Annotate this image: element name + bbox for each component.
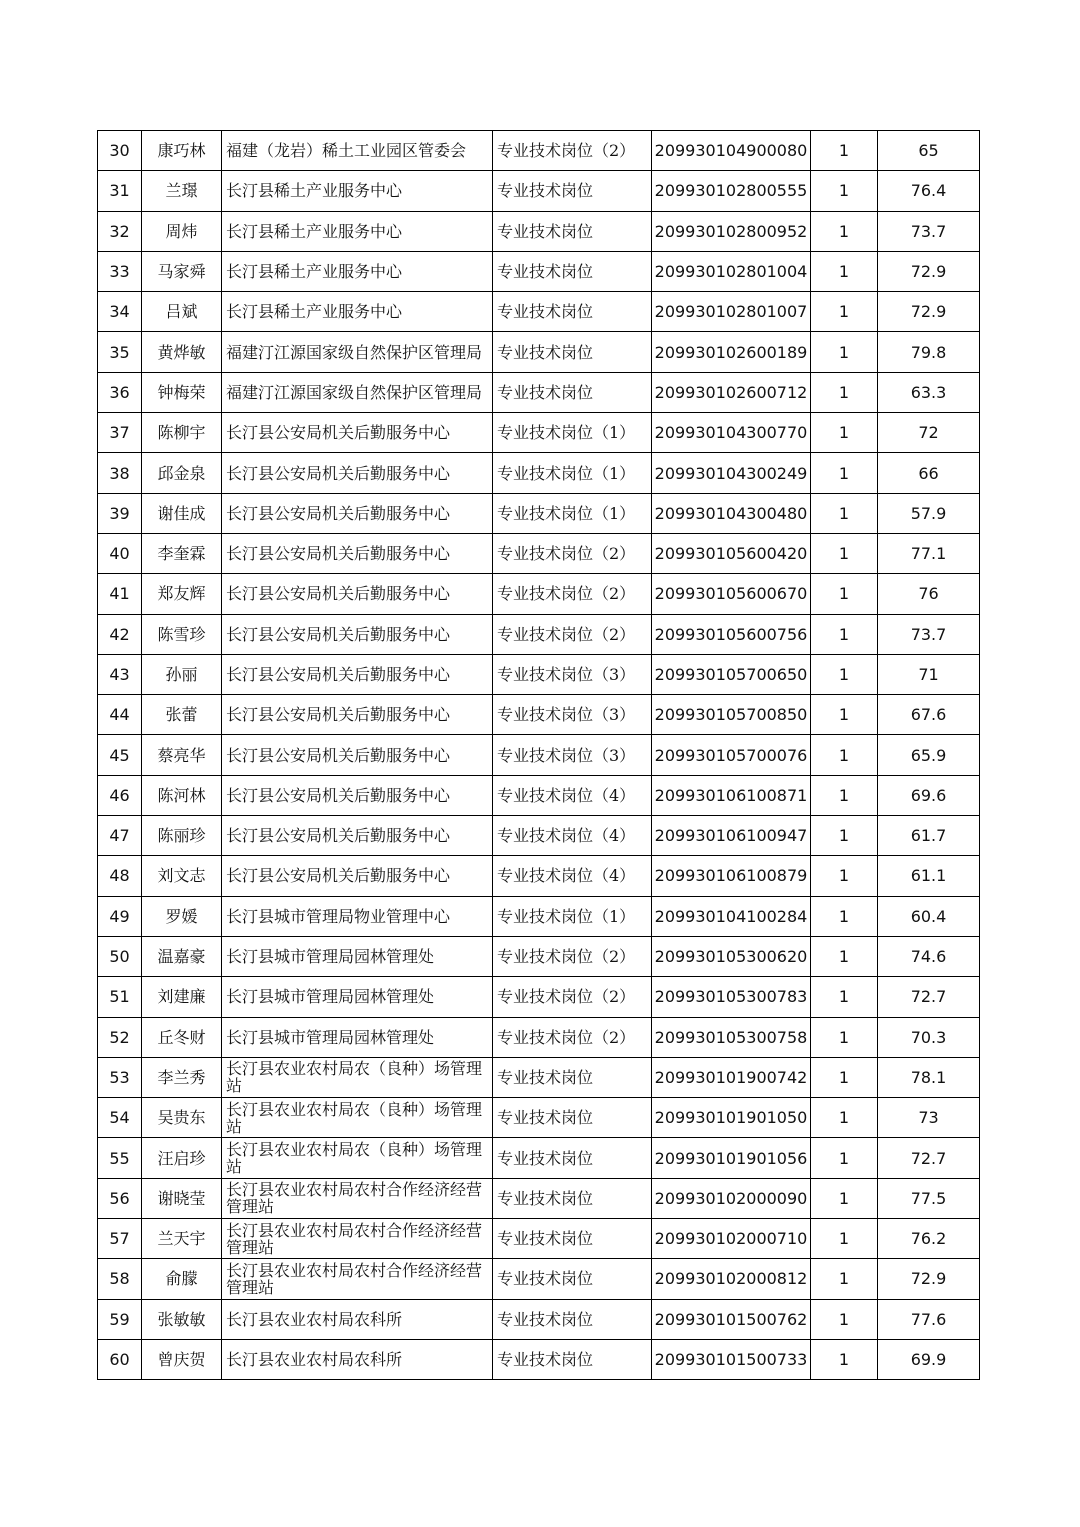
table-row <box>98 614 980 654</box>
exam-id-cell: 209930104300480 <box>652 493 811 533</box>
row-number-cell: 36 <box>98 372 142 412</box>
person-name-cell: 汪启珍 <box>142 1138 222 1178</box>
table-row <box>98 775 980 815</box>
hiring-count-cell: 1 <box>811 1057 878 1097</box>
hiring-count-cell: 1 <box>811 372 878 412</box>
employer-unit-cell: 长汀县稀土产业服务中心 <box>222 211 493 251</box>
hiring-count-cell: 1 <box>811 332 878 372</box>
exam-score-cell: 76 <box>878 574 980 614</box>
person-name-cell: 丘冬财 <box>142 1017 222 1057</box>
person-name-cell: 陈丽珍 <box>142 816 222 856</box>
position-name-cell: 专业技术岗位（2） <box>493 131 652 171</box>
position-name-cell: 专业技术岗位 <box>493 292 652 332</box>
exam-score-cell: 65.9 <box>878 735 980 775</box>
employer-unit-cell: 福建汀江源国家级自然保护区管理局 <box>222 372 493 412</box>
hiring-count-cell: 1 <box>811 533 878 573</box>
exam-score-cell: 61.7 <box>878 816 980 856</box>
table-row <box>98 1098 980 1138</box>
person-name-cell: 李奎霖 <box>142 533 222 573</box>
table-row <box>98 1138 980 1178</box>
row-number-cell: 41 <box>98 574 142 614</box>
hiring-count-cell: 1 <box>811 1219 878 1259</box>
table-row <box>98 171 980 211</box>
position-name-cell: 专业技术岗位（2） <box>493 614 652 654</box>
exam-score-cell: 72 <box>878 413 980 453</box>
row-number-cell: 33 <box>98 251 142 291</box>
exam-score-cell: 69.6 <box>878 775 980 815</box>
position-name-cell: 专业技术岗位 <box>493 251 652 291</box>
exam-id-cell: 209930102000090 <box>652 1178 811 1218</box>
exam-id-cell: 209930105300783 <box>652 977 811 1017</box>
hiring-count-cell: 1 <box>811 251 878 291</box>
row-number-cell: 32 <box>98 211 142 251</box>
person-name-cell: 邱金泉 <box>142 453 222 493</box>
person-name-cell: 康巧林 <box>142 131 222 171</box>
employer-unit-cell: 长汀县农业农村局农（良种）场管理站 <box>222 1098 493 1138</box>
exam-score-cell: 79.8 <box>878 332 980 372</box>
exam-score-cell: 57.9 <box>878 493 980 533</box>
position-name-cell: 专业技术岗位 <box>493 211 652 251</box>
employer-unit-cell: 长汀县公安局机关后勤服务中心 <box>222 574 493 614</box>
person-name-cell: 孙丽 <box>142 654 222 694</box>
employer-unit-cell: 长汀县稀土产业服务中心 <box>222 292 493 332</box>
row-number-cell: 55 <box>98 1138 142 1178</box>
row-number-cell: 43 <box>98 654 142 694</box>
exam-id-cell: 209930102800555 <box>652 171 811 211</box>
employer-unit-cell: 长汀县城市管理局园林管理处 <box>222 936 493 976</box>
position-name-cell: 专业技术岗位（2） <box>493 977 652 1017</box>
hiring-count-cell: 1 <box>811 977 878 1017</box>
row-number-cell: 47 <box>98 816 142 856</box>
exam-id-cell: 209930105700850 <box>652 695 811 735</box>
exam-id-cell: 209930101500762 <box>652 1299 811 1339</box>
position-name-cell: 专业技术岗位（3） <box>493 654 652 694</box>
person-name-cell: 郑友辉 <box>142 574 222 614</box>
person-name-cell: 吕斌 <box>142 292 222 332</box>
employer-unit-cell: 长汀县公安局机关后勤服务中心 <box>222 735 493 775</box>
employer-unit-cell: 长汀县农业农村局农村合作经济经营管理站 <box>222 1259 493 1299</box>
table-row <box>98 1299 980 1339</box>
hiring-count-cell: 1 <box>811 896 878 936</box>
hiring-count-cell: 1 <box>811 695 878 735</box>
person-name-cell: 钟梅荣 <box>142 372 222 412</box>
exam-id-cell: 209930101901050 <box>652 1098 811 1138</box>
exam-id-cell: 209930105600670 <box>652 574 811 614</box>
exam-score-cell: 60.4 <box>878 896 980 936</box>
table-row <box>98 574 980 614</box>
exam-score-cell: 70.3 <box>878 1017 980 1057</box>
position-name-cell: 专业技术岗位（4） <box>493 856 652 896</box>
exam-score-cell: 77.5 <box>878 1178 980 1218</box>
person-name-cell: 兰璟 <box>142 171 222 211</box>
position-name-cell: 专业技术岗位（2） <box>493 1017 652 1057</box>
exam-score-cell: 65 <box>878 131 980 171</box>
person-name-cell: 黄烨敏 <box>142 332 222 372</box>
employer-unit-cell: 长汀县农业农村局农村合作经济经营管理站 <box>222 1178 493 1218</box>
exam-score-cell: 66 <box>878 453 980 493</box>
person-name-cell: 兰天宇 <box>142 1219 222 1259</box>
table-row <box>98 533 980 573</box>
employer-unit-cell: 长汀县公安局机关后勤服务中心 <box>222 453 493 493</box>
exam-score-cell: 77.1 <box>878 533 980 573</box>
hiring-count-cell: 1 <box>811 493 878 533</box>
results-table <box>97 130 980 1380</box>
exam-id-cell: 209930105700076 <box>652 735 811 775</box>
hiring-count-cell: 1 <box>811 816 878 856</box>
hiring-count-cell: 1 <box>811 131 878 171</box>
person-name-cell: 曾庆贺 <box>142 1339 222 1379</box>
row-number-cell: 46 <box>98 775 142 815</box>
hiring-count-cell: 1 <box>811 171 878 211</box>
position-name-cell: 专业技术岗位 <box>493 332 652 372</box>
position-name-cell: 专业技术岗位 <box>493 1098 652 1138</box>
exam-id-cell: 209930106100879 <box>652 856 811 896</box>
table-row <box>98 1178 980 1218</box>
exam-id-cell: 209930104300770 <box>652 413 811 453</box>
row-number-cell: 48 <box>98 856 142 896</box>
person-name-cell: 李兰秀 <box>142 1057 222 1097</box>
table-row <box>98 1057 980 1097</box>
employer-unit-cell: 长汀县公安局机关后勤服务中心 <box>222 533 493 573</box>
position-name-cell: 专业技术岗位（1） <box>493 896 652 936</box>
employer-unit-cell: 长汀县城市管理局园林管理处 <box>222 1017 493 1057</box>
row-number-cell: 49 <box>98 896 142 936</box>
row-number-cell: 34 <box>98 292 142 332</box>
person-name-cell: 周炜 <box>142 211 222 251</box>
position-name-cell: 专业技术岗位（3） <box>493 695 652 735</box>
exam-score-cell: 74.6 <box>878 936 980 976</box>
table-row <box>98 977 980 1017</box>
position-name-cell: 专业技术岗位 <box>493 1219 652 1259</box>
person-name-cell: 吴贵东 <box>142 1098 222 1138</box>
exam-id-cell: 209930106100871 <box>652 775 811 815</box>
row-number-cell: 56 <box>98 1178 142 1218</box>
employer-unit-cell: 长汀县农业农村局农村合作经济经营管理站 <box>222 1219 493 1259</box>
exam-score-cell: 69.9 <box>878 1339 980 1379</box>
row-number-cell: 52 <box>98 1017 142 1057</box>
exam-id-cell: 209930101901056 <box>652 1138 811 1178</box>
employer-unit-cell: 长汀县稀土产业服务中心 <box>222 171 493 211</box>
person-name-cell: 陈雪珍 <box>142 614 222 654</box>
employer-unit-cell: 长汀县公安局机关后勤服务中心 <box>222 695 493 735</box>
position-name-cell: 专业技术岗位（2） <box>493 936 652 976</box>
table-row <box>98 453 980 493</box>
table-row <box>98 211 980 251</box>
employer-unit-cell: 长汀县公安局机关后勤服务中心 <box>222 654 493 694</box>
employer-unit-cell: 长汀县公安局机关后勤服务中心 <box>222 816 493 856</box>
exam-score-cell: 73.7 <box>878 211 980 251</box>
exam-id-cell: 209930102000710 <box>652 1219 811 1259</box>
table-row <box>98 896 980 936</box>
employer-unit-cell: 长汀县农业农村局农科所 <box>222 1339 493 1379</box>
exam-id-cell: 209930104100284 <box>652 896 811 936</box>
person-name-cell: 蔡亮华 <box>142 735 222 775</box>
exam-score-cell: 72.9 <box>878 251 980 291</box>
exam-score-cell: 61.1 <box>878 856 980 896</box>
position-name-cell: 专业技术岗位 <box>493 1339 652 1379</box>
exam-score-cell: 63.3 <box>878 372 980 412</box>
row-number-cell: 39 <box>98 493 142 533</box>
hiring-count-cell: 1 <box>811 856 878 896</box>
exam-score-cell: 76.2 <box>878 1219 980 1259</box>
row-number-cell: 40 <box>98 533 142 573</box>
table-row <box>98 131 980 171</box>
exam-id-cell: 209930102801004 <box>652 251 811 291</box>
exam-id-cell: 209930102600712 <box>652 372 811 412</box>
table-row <box>98 332 980 372</box>
exam-id-cell: 209930102800952 <box>652 211 811 251</box>
employer-unit-cell: 福建（龙岩）稀土工业园区管委会 <box>222 131 493 171</box>
hiring-count-cell: 1 <box>811 1299 878 1339</box>
exam-score-cell: 72.7 <box>878 1138 980 1178</box>
employer-unit-cell: 长汀县农业农村局农（良种）场管理站 <box>222 1057 493 1097</box>
position-name-cell: 专业技术岗位（1） <box>493 453 652 493</box>
table-row <box>98 695 980 735</box>
person-name-cell: 马家舜 <box>142 251 222 291</box>
hiring-count-cell: 1 <box>811 654 878 694</box>
exam-id-cell: 209930102801007 <box>652 292 811 332</box>
exam-id-cell: 209930104300249 <box>652 453 811 493</box>
hiring-count-cell: 1 <box>811 735 878 775</box>
table-row <box>98 292 980 332</box>
table-row <box>98 251 980 291</box>
row-number-cell: 51 <box>98 977 142 1017</box>
table-row <box>98 1259 980 1299</box>
exam-score-cell: 76.4 <box>878 171 980 211</box>
employer-unit-cell: 长汀县公安局机关后勤服务中心 <box>222 775 493 815</box>
employer-unit-cell: 长汀县公安局机关后勤服务中心 <box>222 493 493 533</box>
table-row <box>98 1339 980 1379</box>
hiring-count-cell: 1 <box>811 211 878 251</box>
row-number-cell: 44 <box>98 695 142 735</box>
hiring-count-cell: 1 <box>811 1017 878 1057</box>
row-number-cell: 38 <box>98 453 142 493</box>
table-row <box>98 413 980 453</box>
employer-unit-cell: 长汀县城市管理局物业管理中心 <box>222 896 493 936</box>
exam-id-cell: 209930102000812 <box>652 1259 811 1299</box>
person-name-cell: 谢晓莹 <box>142 1178 222 1218</box>
person-name-cell: 陈柳宇 <box>142 413 222 453</box>
hiring-count-cell: 1 <box>811 1098 878 1138</box>
hiring-count-cell: 1 <box>811 775 878 815</box>
table-row <box>98 1219 980 1259</box>
table-row <box>98 1017 980 1057</box>
row-number-cell: 60 <box>98 1339 142 1379</box>
exam-id-cell: 209930105300620 <box>652 936 811 976</box>
hiring-count-cell: 1 <box>811 453 878 493</box>
person-name-cell: 陈河林 <box>142 775 222 815</box>
row-number-cell: 57 <box>98 1219 142 1259</box>
row-number-cell: 50 <box>98 936 142 976</box>
row-number-cell: 59 <box>98 1299 142 1339</box>
person-name-cell: 张敏敏 <box>142 1299 222 1339</box>
row-number-cell: 54 <box>98 1098 142 1138</box>
table-row <box>98 735 980 775</box>
employer-unit-cell: 长汀县城市管理局园林管理处 <box>222 977 493 1017</box>
person-name-cell: 谢佳成 <box>142 493 222 533</box>
hiring-count-cell: 1 <box>811 292 878 332</box>
person-name-cell: 俞朦 <box>142 1259 222 1299</box>
hiring-count-cell: 1 <box>811 1138 878 1178</box>
exam-score-cell: 73.7 <box>878 614 980 654</box>
position-name-cell: 专业技术岗位（1） <box>493 493 652 533</box>
person-name-cell: 刘文志 <box>142 856 222 896</box>
exam-score-cell: 77.6 <box>878 1299 980 1339</box>
position-name-cell: 专业技术岗位 <box>493 1057 652 1097</box>
table-body <box>98 131 980 1380</box>
exam-id-cell: 209930101500733 <box>652 1339 811 1379</box>
exam-id-cell: 209930104900080 <box>652 131 811 171</box>
person-name-cell: 温嘉豪 <box>142 936 222 976</box>
row-number-cell: 35 <box>98 332 142 372</box>
row-number-cell: 31 <box>98 171 142 211</box>
position-name-cell: 专业技术岗位（4） <box>493 775 652 815</box>
row-number-cell: 58 <box>98 1259 142 1299</box>
table-row <box>98 816 980 856</box>
exam-score-cell: 72.9 <box>878 1259 980 1299</box>
row-number-cell: 37 <box>98 413 142 453</box>
exam-id-cell: 209930101900742 <box>652 1057 811 1097</box>
exam-id-cell: 209930105300758 <box>652 1017 811 1057</box>
position-name-cell: 专业技术岗位 <box>493 372 652 412</box>
employer-unit-cell: 长汀县公安局机关后勤服务中心 <box>222 413 493 453</box>
position-name-cell: 专业技术岗位（4） <box>493 816 652 856</box>
position-name-cell: 专业技术岗位（2） <box>493 533 652 573</box>
position-name-cell: 专业技术岗位（2） <box>493 574 652 614</box>
employer-unit-cell: 长汀县公安局机关后勤服务中心 <box>222 614 493 654</box>
exam-score-cell: 72.7 <box>878 977 980 1017</box>
hiring-count-cell: 1 <box>811 574 878 614</box>
person-name-cell: 罗媛 <box>142 896 222 936</box>
hiring-count-cell: 1 <box>811 1339 878 1379</box>
exam-score-cell: 73 <box>878 1098 980 1138</box>
table-row <box>98 493 980 533</box>
hiring-count-cell: 1 <box>811 1259 878 1299</box>
hiring-count-cell: 1 <box>811 614 878 654</box>
table-row <box>98 936 980 976</box>
row-number-cell: 53 <box>98 1057 142 1097</box>
hiring-count-cell: 1 <box>811 1178 878 1218</box>
position-name-cell: 专业技术岗位 <box>493 1178 652 1218</box>
row-number-cell: 42 <box>98 614 142 654</box>
row-number-cell: 30 <box>98 131 142 171</box>
position-name-cell: 专业技术岗位 <box>493 1138 652 1178</box>
exam-id-cell: 209930105700650 <box>652 654 811 694</box>
table-row <box>98 654 980 694</box>
position-name-cell: 专业技术岗位 <box>493 1259 652 1299</box>
position-name-cell: 专业技术岗位 <box>493 171 652 211</box>
table-row <box>98 856 980 896</box>
position-name-cell: 专业技术岗位（3） <box>493 735 652 775</box>
employer-unit-cell: 长汀县公安局机关后勤服务中心 <box>222 856 493 896</box>
employer-unit-cell: 长汀县农业农村局农（良种）场管理站 <box>222 1138 493 1178</box>
exam-score-cell: 72.9 <box>878 292 980 332</box>
position-name-cell: 专业技术岗位（1） <box>493 413 652 453</box>
exam-id-cell: 209930106100947 <box>652 816 811 856</box>
employer-unit-cell: 长汀县稀土产业服务中心 <box>222 251 493 291</box>
hiring-count-cell: 1 <box>811 413 878 453</box>
employer-unit-cell: 长汀县农业农村局农科所 <box>222 1299 493 1339</box>
row-number-cell: 45 <box>98 735 142 775</box>
exam-id-cell: 209930105600756 <box>652 614 811 654</box>
person-name-cell: 刘建廉 <box>142 977 222 1017</box>
exam-id-cell: 209930105600420 <box>652 533 811 573</box>
table-row <box>98 372 980 412</box>
exam-score-cell: 67.6 <box>878 695 980 735</box>
position-name-cell: 专业技术岗位 <box>493 1299 652 1339</box>
employer-unit-cell: 福建汀江源国家级自然保护区管理局 <box>222 332 493 372</box>
exam-id-cell: 209930102600189 <box>652 332 811 372</box>
person-name-cell: 张蕾 <box>142 695 222 735</box>
hiring-count-cell: 1 <box>811 936 878 976</box>
exam-score-cell: 78.1 <box>878 1057 980 1097</box>
exam-score-cell: 71 <box>878 654 980 694</box>
